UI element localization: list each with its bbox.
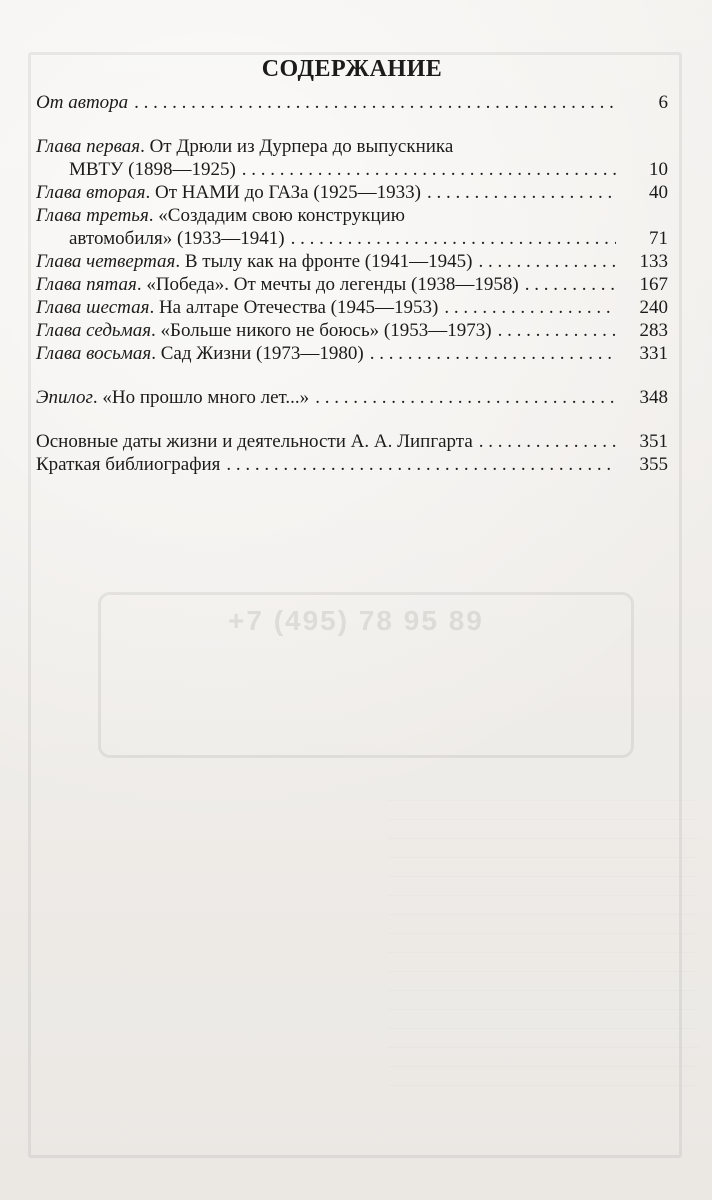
toc-page-number: 71: [649, 228, 668, 249]
table-of-contents: [36, 56, 668, 476]
toc-page-number: 283: [639, 320, 668, 341]
toc-entry-chapter-5: [36, 273, 668, 296]
toc-leader-dots: [364, 342, 616, 365]
toc-entry-label-line1: [36, 204, 405, 227]
toc-chapter-name: Глава вторая: [36, 182, 146, 203]
toc-page-number: 6: [658, 92, 668, 113]
toc-entry-label: Краткая библиография: [36, 454, 221, 475]
toc-entry-main-dates: [36, 430, 668, 453]
page-title: СОДЕРЖАНИЕ: [261, 56, 443, 82]
toc-chapter-name: Глава шестая: [36, 297, 150, 318]
toc-entry-chapter-1: [36, 135, 668, 181]
toc-chapter-name: Глава четвертая: [36, 251, 176, 272]
toc-entry-label: [36, 250, 472, 273]
toc-entry-label: От автора: [36, 92, 129, 113]
toc-epilogue-title: . «Но прошло много лет...»: [92, 387, 310, 408]
toc-chapter-title: . От НАМИ до ГАЗа (1925—1933): [145, 182, 422, 203]
show-through-phone: +7 (495) 78 95 89: [228, 605, 484, 636]
toc-entry-bibliography: [36, 453, 668, 476]
toc-page-number: 331: [639, 343, 668, 364]
toc-leader-dots: [285, 227, 616, 250]
toc-page-number: 133: [639, 251, 668, 272]
toc-entry-chapter-3: [36, 204, 668, 250]
show-through-box: [98, 592, 634, 758]
toc-entry-label: [36, 319, 492, 342]
toc-chapter-title: . От Дрюли из Дурпера до выпускника: [140, 136, 454, 157]
toc-page-number: 348: [639, 387, 668, 408]
toc-spacer: [36, 409, 668, 430]
toc-entry-label: [36, 181, 421, 204]
toc-entry-label: [36, 342, 364, 365]
toc-chapter-name: Глава первая: [36, 136, 141, 157]
toc-leader-dots: [473, 430, 616, 453]
toc-page-number: 351: [639, 431, 668, 452]
toc-entry-from-author: [36, 91, 668, 114]
toc-chapter-title: . Сад Жизни (1973—1980): [151, 343, 364, 364]
toc-leader-dots: [438, 296, 616, 319]
toc-chapter-title: . В тылу как на фронте (1941—1945): [175, 251, 473, 272]
toc-leader-dots: [472, 250, 616, 273]
show-through-lines: [388, 782, 698, 1086]
toc-chapter-title: . «Победа». От мечты до легенды (1938—1958): [136, 274, 519, 295]
toc-chapter-title: . «Создадим свою конструкцию: [148, 205, 405, 226]
toc-chapter-title: . На алтаре Отечества (1945—1953): [149, 297, 439, 318]
toc-leader-dots: [220, 453, 616, 476]
toc-entry-chapter-4: [36, 250, 668, 273]
toc-entry-label-line2: МВТУ (1898—1925): [69, 159, 236, 180]
toc-entry-chapter-6: [36, 296, 668, 319]
toc-chapter-name: Глава пятая: [36, 274, 137, 295]
toc-chapter-title: . «Больше никого не боюсь» (1953—1973): [151, 320, 492, 341]
toc-entry-label-line2: автомобиля» (1933—1941): [69, 228, 285, 249]
toc-entry-chapter-8: [36, 342, 668, 365]
toc-page-number: 355: [639, 454, 668, 475]
toc-entry-label: [36, 386, 309, 409]
toc-chapter-name: Глава третья: [36, 205, 149, 226]
toc-entry-chapter-7: [36, 319, 668, 342]
toc-entry-label-line1: [36, 135, 453, 158]
toc-entry-label: [36, 273, 519, 296]
toc-page-number: 167: [639, 274, 668, 295]
toc-spacer: [36, 114, 668, 135]
toc-leader-dots: [236, 158, 616, 181]
toc-leader-dots: [519, 273, 616, 296]
toc-chapter-name: Глава седьмая: [36, 320, 152, 341]
toc-page-number: 40: [649, 182, 668, 203]
toc-page-number: 240: [639, 297, 668, 318]
toc-spacer: [36, 365, 668, 386]
toc-entry-label: [36, 296, 438, 319]
toc-page-number: 10: [649, 159, 668, 180]
toc-chapter-name: Глава восьмая: [36, 343, 152, 364]
toc-leader-dots: [421, 181, 616, 204]
toc-epilogue-name: Эпилог: [36, 387, 93, 408]
toc-entry-label: Основные даты жизни и деятельности А. А. Липгарта: [36, 431, 473, 452]
toc-leader-dots: [309, 386, 616, 409]
toc-leader-dots: [128, 91, 616, 114]
toc-entry-epilogue: [36, 386, 668, 409]
toc-entry-chapter-2: [36, 181, 668, 204]
toc-leader-dots: [492, 319, 616, 342]
